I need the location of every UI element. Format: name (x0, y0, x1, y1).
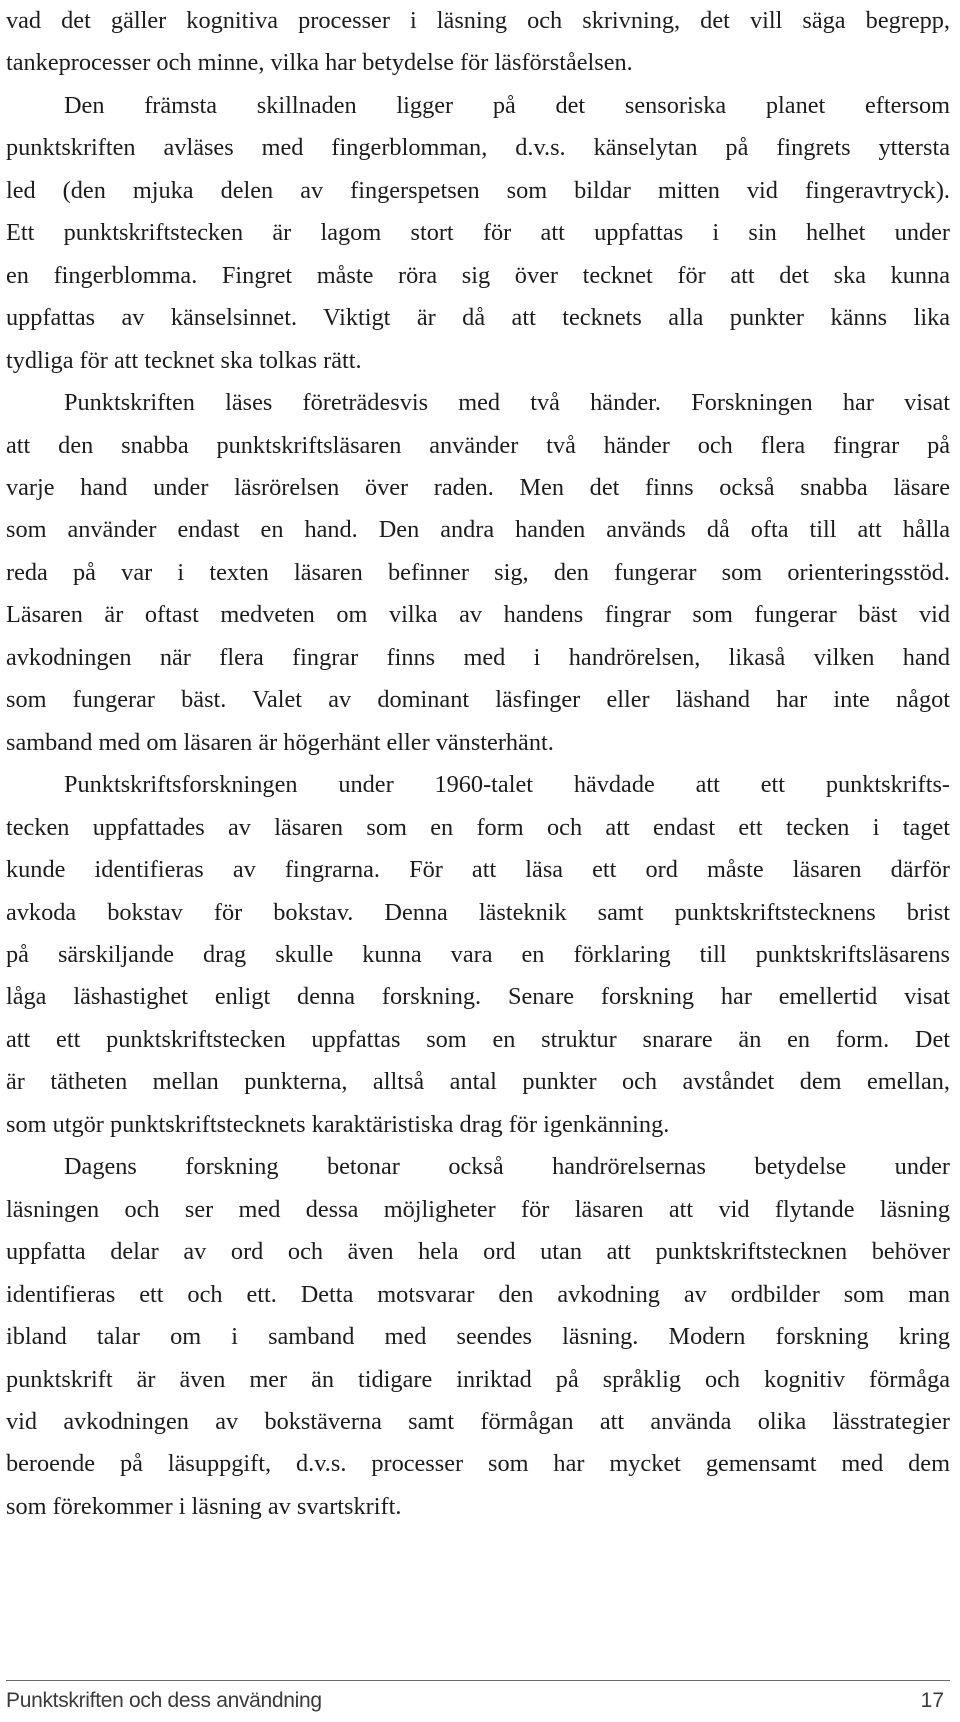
page-number: 17 (920, 1689, 944, 1712)
text-line: punktskrift är även mer än tidigare inriktad på språklig och kognitiv förmåga (6, 1365, 950, 1393)
text-line: Läsaren är oftast medveten om vilka av handens fingrar som fungerar bäst vid (6, 601, 950, 629)
text-line: att den snabba punktskriftsläsaren använder två händer och flera fingrar på (6, 431, 950, 459)
document-page (6, 0, 954, 1722)
text-line: led (den mjuka delen av fingerspetsen som bildar mitten vid fingeravtryck). (6, 176, 950, 204)
text-line: beroende på läsuppgift, d.v.s. processer som har mycket gemensamt med dem (6, 1450, 950, 1478)
text-line: på särskiljande drag skulle kunna vara en förklaring till punktskriftsläsarens (6, 940, 950, 968)
text-line: kunde identifieras av fingrarna. För att läsa ett ord måste läsaren därför (6, 856, 950, 884)
text-line: läsningen och ser med dessa möjligheter för läsaren att vid flytande läsning (6, 1195, 950, 1223)
text-line: avkoda bokstav för bokstav. Denna lästeknik samt punktskriftstecknens brist (6, 898, 950, 926)
text-line: att ett punktskriftstecken uppfattas som en struktur snarare än en form. Det (6, 1025, 950, 1053)
text-line: låga läshastighet enligt denna forskning. Senare forskning har emellertid visat (6, 983, 950, 1011)
text-line: punktskriften avläses med fingerblomman, d.v.s. känselytan på fingrets yttersta (6, 134, 950, 162)
paragraph (6, 382, 950, 764)
text-line: vad det gäller kognitiva processer i läsning och skrivning, det vill säga begrepp, (6, 7, 950, 34)
text-line: som använder endast en hand. Den andra handen används då ofta till att hålla (6, 516, 950, 544)
text-line: som fungerar bäst. Valet av dominant läsfinger eller läshand har inte något (6, 686, 950, 714)
text-line: en fingerblomma. Fingret måste röra sig över tecknet för att det ska kunna (6, 261, 950, 289)
text-line: tankeprocesser och minne, vilka har betydelse för läsförståelsen. (6, 49, 633, 77)
text-line: Dagens forskning betonar också handrörelsernas betydelse under (64, 1153, 950, 1181)
text-line: tecken uppfattades av läsaren som en form och att endast ett tecken i taget (6, 813, 950, 841)
text-line: Punktskriftsforskningen under 1960-talet hävdade att ett punktskrifts- (64, 771, 950, 799)
text-line: identifieras ett och ett. Detta motsvarar den avkodning av ordbilder som man (6, 1280, 950, 1308)
paragraph (6, 0, 950, 85)
text-line: uppfatta delar av ord och även hela ord utan att punktskriftstecknen behöver (6, 1238, 950, 1266)
paragraph (6, 1146, 950, 1528)
text-line: varje hand under läsrörelsen över raden. Men det finns också snabba läsare (6, 473, 950, 501)
text-line: samband med om läsaren är högerhänt eller vänsterhänt. (6, 728, 554, 756)
text-line: är tätheten mellan punkterna, alltså antal punkter och avståndet dem emellan, (6, 1068, 950, 1096)
text-line: avkodningen när flera fingrar finns med i handrörelsen, likaså vilken hand (6, 643, 950, 671)
text-line: som utgör punktskriftstecknets karaktäristiska drag för igenkänning. (6, 1110, 670, 1138)
footer-title: Punktskriften och dess användning (6, 1689, 322, 1712)
text-line: vid avkodningen av bokstäverna samt förmågan att använda olika lässtrategier (6, 1407, 950, 1435)
text-line: Den främsta skillnaden ligger på det sensoriska planet eftersom (64, 91, 950, 119)
text-line: Ett punktskriftstecken är lagom stort för att uppfattas i sin helhet under (6, 219, 950, 247)
paragraph (6, 764, 950, 1146)
text-line: Punktskriften läses företrädesvis med två händer. Forskningen har visat (64, 389, 950, 417)
text-line: ibland talar om i samband med seendes läsning. Modern forskning kring (6, 1323, 950, 1351)
text-line: uppfattas av känselsinnet. Viktigt är då att tecknets alla punkter känns lika (6, 304, 950, 332)
body-text (6, 0, 950, 1528)
text-line: som förekommer i läsning av svartskrift. (6, 1492, 402, 1520)
paragraph (6, 85, 950, 382)
footer-divider (6, 1680, 950, 1681)
text-line: tydliga för att tecknet ska tolkas rätt. (6, 346, 362, 374)
text-line: reda på var i texten läsaren befinner sig, den fungerar som orienteringsstöd. (6, 558, 950, 586)
